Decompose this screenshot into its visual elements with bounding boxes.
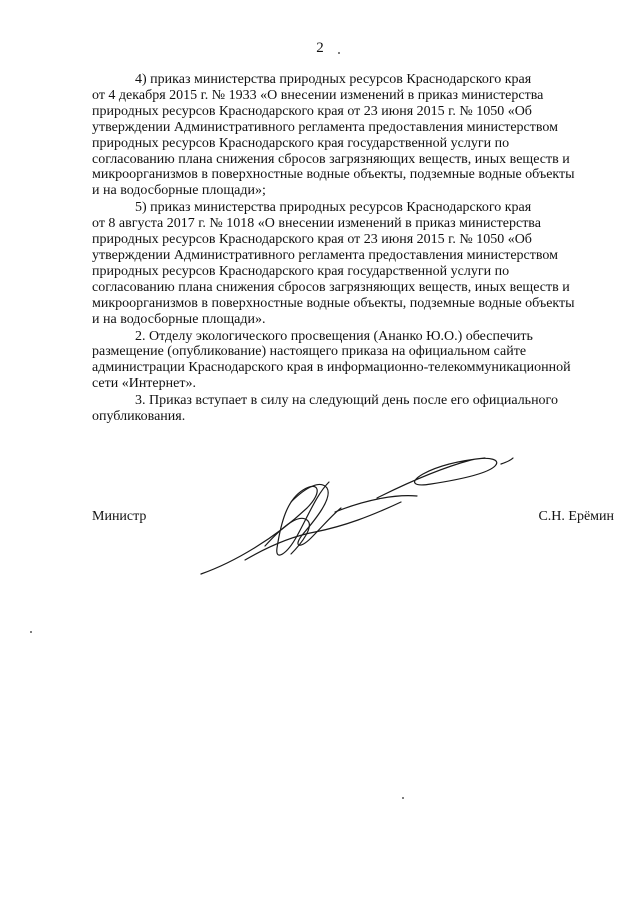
text-line: от 8 августа 2017 г. № 1018 «О внесении изменений в приказ министерства (92, 216, 541, 232)
text-line: 3. Приказ вступает в силу на следующий день после его официального (135, 393, 558, 409)
text-line: опубликования. (92, 409, 186, 425)
text-line: природных ресурсов Краснодарского края государственной услуги по (92, 135, 510, 151)
document-body (92, 72, 614, 425)
text-line: природных ресурсов Краснодарского края от 23 июня 2015 г. № 1050 «Об (92, 103, 532, 119)
text-line: утверждении Административного регламента предоставления министерством (92, 119, 558, 135)
position-title: Министр (92, 509, 147, 524)
text-line: микроорганизмов в поверхностные водные объекты, подземные водные объекты (92, 167, 575, 183)
scan-speck (30, 631, 32, 633)
page-number: 2 (316, 40, 324, 56)
text-line: 5) приказ министерства природных ресурсов Краснодарского края (135, 200, 532, 216)
text-line: согласованию плана снижения сбросов загрязняющих веществ, иных веществ и (92, 151, 570, 167)
text-line: от 4 декабря 2015 г. № 1933 «О внесении изменений в приказ министерства (92, 87, 544, 103)
paragraph-clause-2 (92, 329, 614, 393)
text-line: размещение (опубликование) настоящего приказа на официальном сайте (92, 344, 527, 360)
text-line: согласованию плана снижения сбросов загрязняющих веществ, иных веществ и (92, 279, 570, 295)
paragraph-item-4 (92, 72, 614, 199)
text-line: сети «Интернет». (92, 376, 196, 392)
text-line: микроорганизмов в поверхностные водные объекты, подземные водные объекты (92, 295, 575, 311)
text-line: администрации Краснодарского края в информационно-телекоммуникационной (92, 360, 571, 376)
text-line: природных ресурсов Краснодарского края от 23 июня 2015 г. № 1050 «Об (92, 232, 532, 248)
scan-speck (402, 797, 404, 799)
text-line: 2. Отделу экологического просвещения (Ананко Ю.О.) обеспечить (135, 328, 533, 344)
signatory-name: С.Н. Ерёмин (538, 509, 614, 524)
text-line: и на водосборные площади»; (92, 183, 266, 199)
scan-speck (338, 52, 340, 54)
handwritten-signature (195, 450, 525, 580)
paragraph-clause-3 (92, 393, 614, 425)
text-line: утверждении Административного регламента предоставления министерством (92, 247, 558, 263)
text-line: и на водосборные площади». (92, 311, 266, 327)
paragraph-item-5 (92, 200, 614, 327)
text-line: природных ресурсов Краснодарского края государственной услуги по (92, 263, 510, 279)
text-line: 4) приказ министерства природных ресурсов Краснодарского края (135, 72, 532, 87)
